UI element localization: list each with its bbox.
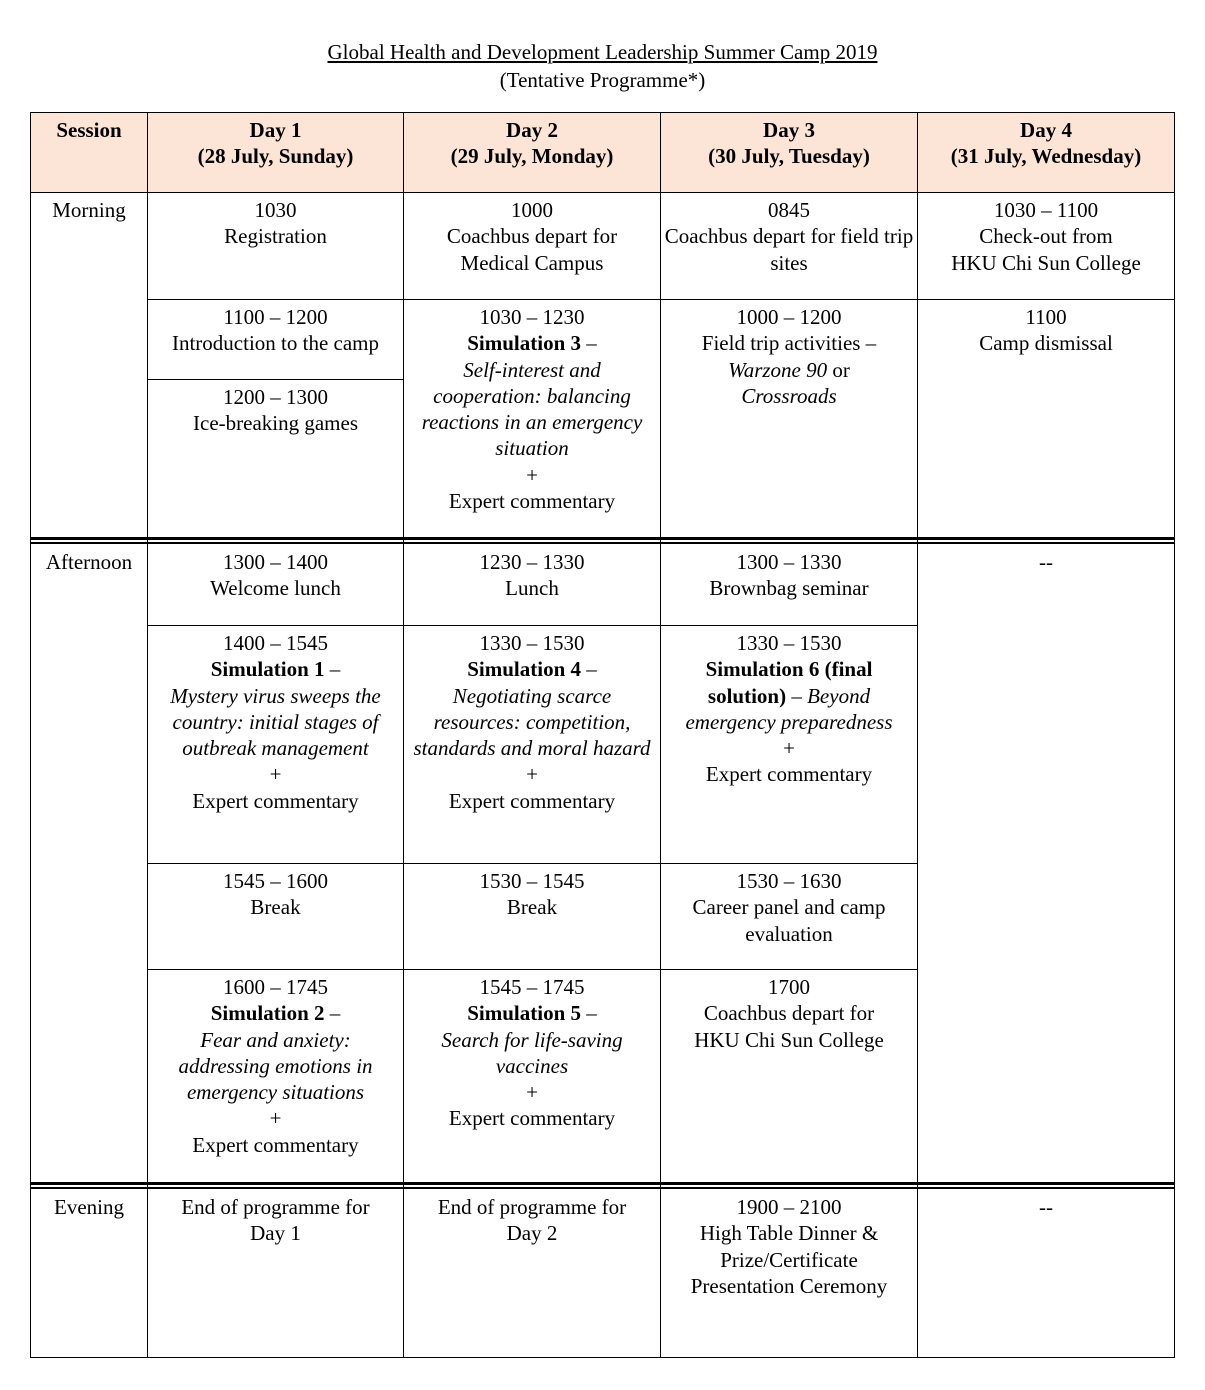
activity: Ice-breaking games <box>193 411 358 436</box>
header-day-3 <box>661 113 917 170</box>
header-day-2-label: Day 2 <box>506 118 558 142</box>
header-day-2-date: (29 July, Monday) <box>450 144 614 169</box>
evening-day4-empty: -- <box>1039 1195 1053 1219</box>
activity: Camp dismissal <box>979 331 1113 356</box>
morning-day3-field-trip <box>663 300 915 409</box>
afternoon-day1-lunch <box>150 545 401 602</box>
plus-sign: + <box>269 1106 282 1131</box>
activity: Lunch <box>505 576 559 601</box>
document-subtitle: (Tentative Programme*) <box>499 68 706 92</box>
activity: Introduction to the camp <box>171 331 380 356</box>
plus-sign: + <box>526 1080 538 1105</box>
time: 1200 – 1300 <box>223 385 328 409</box>
activity-line-1: End of programme for <box>181 1195 370 1219</box>
activity-line-2: Medical Campus <box>460 250 604 275</box>
time: 1545 – 1745 <box>479 975 585 999</box>
morning-day1-icebreaking <box>150 380 401 437</box>
afternoon-day2-lunch <box>406 545 658 602</box>
morning-day2-coachbus <box>406 193 658 276</box>
time: 1700 <box>768 975 810 999</box>
simulation-title: Simulation 3 <box>467 331 582 356</box>
document-title: Global Health and Development Leadership Summer Camp 2019 <box>327 40 878 64</box>
simulation-description: Self-interest and cooperation: balancing reactions in an emergency situation <box>421 357 643 461</box>
simulation-description: Search for life-saving vaccines <box>441 1027 623 1078</box>
title-dash: – <box>324 1001 341 1026</box>
expert-commentary: Expert commentary <box>448 1106 616 1131</box>
afternoon-evening-separator-2 <box>30 1187 1175 1189</box>
morning-day2-simulation-3 <box>414 300 650 514</box>
header-session-label: Session <box>56 118 122 142</box>
morning-day1-introduction <box>150 300 401 357</box>
activity: Registration <box>224 224 327 249</box>
expert-commentary: Expert commentary <box>705 762 873 787</box>
title-dash: – <box>581 331 597 356</box>
expert-commentary: Expert commentary <box>192 1132 359 1157</box>
simulation-title-line-1: Simulation 6 (final <box>705 657 873 682</box>
morning-afternoon-separator <box>30 537 1175 540</box>
title-dash: – <box>786 683 802 708</box>
header-day-4 <box>918 113 1174 170</box>
activity-line-1: Field trip activities – <box>701 331 877 356</box>
header-day-3-date: (30 July, Tuesday) <box>708 144 870 169</box>
table-border-bottom <box>30 1357 1175 1358</box>
simulation-description-part-2: emergency preparedness <box>685 709 893 734</box>
activity-line-2: HKU Chi Sun College <box>694 1027 884 1052</box>
simulation-title: Simulation 2 <box>210 1001 325 1026</box>
time: 1000 <box>511 198 553 222</box>
morning-day4-dismissal <box>920 300 1172 357</box>
time: 1300 – 1400 <box>223 550 328 574</box>
plus-sign: + <box>783 736 795 761</box>
expert-commentary: Expert commentary <box>448 489 616 514</box>
expert-commentary: Expert commentary <box>448 788 616 813</box>
or-word: or <box>827 357 850 382</box>
time: 1030 – 1230 <box>479 305 585 329</box>
activity-line-1: Coachbus depart for <box>446 224 618 249</box>
time: 1900 – 2100 <box>736 1195 842 1219</box>
activity: Welcome lunch <box>210 576 341 601</box>
simulation-description: Mystery virus sweeps the country: initial stages of outbreak management <box>170 683 381 761</box>
simulation-description-part-1: Beyond <box>801 683 871 708</box>
afternoon-day1-break <box>150 864 401 921</box>
document-title-block <box>0 38 1205 94</box>
activity: Break <box>506 895 558 920</box>
time: 1100 – 1200 <box>223 305 328 329</box>
time: 0845 <box>768 198 810 222</box>
simulation-title: Simulation 1 <box>210 657 325 682</box>
time: 1330 – 1530 <box>479 631 585 655</box>
title-dash: – <box>581 1001 597 1026</box>
time: 1030 – 1100 <box>993 198 1099 222</box>
session-morning: Morning <box>52 198 126 222</box>
afternoon-day3-simulation-6 <box>663 626 915 788</box>
morning-day4-checkout <box>920 193 1172 276</box>
time: 1000 – 1200 <box>736 305 842 329</box>
evening-day1-end <box>150 1190 401 1247</box>
session-afternoon: Afternoon <box>45 550 133 574</box>
expert-commentary: Expert commentary <box>192 788 359 813</box>
plus-sign: + <box>526 762 538 787</box>
activity-line-2: Day 2 <box>506 1221 558 1246</box>
simulation-description: Negotiating scarce resources: competition, standards and moral hazard <box>413 683 651 761</box>
header-day-1-date: (28 July, Sunday) <box>197 144 354 169</box>
activity: Brownbag seminar <box>709 576 869 601</box>
evening-day3-high-table-dinner <box>672 1190 906 1299</box>
time: 1300 – 1330 <box>736 550 842 574</box>
time: 1330 – 1530 <box>736 631 842 655</box>
header-day-3-label: Day 3 <box>763 118 815 142</box>
session-evening: Evening <box>54 1195 124 1219</box>
afternoon-day2-simulation-4 <box>412 626 652 814</box>
time: 1545 – 1600 <box>223 869 328 893</box>
time: 1230 – 1330 <box>479 550 585 574</box>
time: 1030 <box>254 198 297 222</box>
afternoon-day3-career-panel <box>670 864 908 947</box>
activity-line-2: Day 1 <box>250 1221 301 1246</box>
activity-line-1: Check-out from <box>979 224 1113 249</box>
time: 1530 – 1545 <box>479 869 585 893</box>
afternoon-day2-simulation-5 <box>420 970 644 1132</box>
afternoon-day4-empty: -- <box>1039 550 1053 574</box>
plus-sign: + <box>526 462 538 487</box>
afternoon-day1-simulation-1 <box>155 626 396 814</box>
activity-line-1: Coachbus depart for <box>703 1001 875 1026</box>
afternoon-evening-separator <box>30 1182 1175 1185</box>
field-trip-crossroads: Crossroads <box>741 383 837 408</box>
afternoon-day1-simulation-2 <box>160 970 391 1158</box>
col-line-0 <box>30 112 31 1358</box>
afternoon-day3-coachbus <box>663 970 915 1053</box>
morning-afternoon-separator-2 <box>30 542 1175 544</box>
time: 1100 <box>1025 305 1067 329</box>
morning-day1-registration <box>150 193 401 250</box>
header-day-1-label: Day 1 <box>249 118 302 142</box>
field-trip-warzone: Warzone 90 <box>728 357 828 382</box>
time: 1600 – 1745 <box>223 975 328 999</box>
header-day-4-date: (31 July, Wednesday) <box>950 144 1142 169</box>
activity: High Table Dinner & Prize/Certificate Presentation Ceremony <box>690 1221 888 1298</box>
header-day-2 <box>404 113 660 170</box>
time: 1530 – 1630 <box>736 869 842 893</box>
morning-day3-coachbus <box>663 193 915 276</box>
activity: Break <box>250 895 301 920</box>
header-day-1 <box>148 113 403 170</box>
simulation-title: Simulation 5 <box>467 1001 582 1026</box>
simulation-description: Fear and anxiety: addressing emotions in emergency situations <box>178 1027 373 1105</box>
afternoon-day2-break <box>406 864 658 921</box>
time: 1400 – 1545 <box>223 631 328 655</box>
activity-line-2: HKU Chi Sun College <box>951 250 1141 275</box>
simulation-title: Simulation 4 <box>467 657 582 682</box>
title-dash: – <box>324 657 341 682</box>
title-dash: – <box>581 657 597 682</box>
activity: Career panel and camp evaluation <box>692 895 886 946</box>
header-session <box>31 113 147 143</box>
activity: Coachbus depart for field trip sites <box>664 224 914 275</box>
simulation-title-line-2: solution) <box>707 683 787 708</box>
plus-sign: + <box>269 762 282 787</box>
header-day-4-label: Day 4 <box>1020 118 1072 142</box>
evening-day2-end <box>406 1190 658 1247</box>
afternoon-day3-brownbag <box>663 545 915 602</box>
activity-line-1: End of programme for <box>437 1195 627 1219</box>
